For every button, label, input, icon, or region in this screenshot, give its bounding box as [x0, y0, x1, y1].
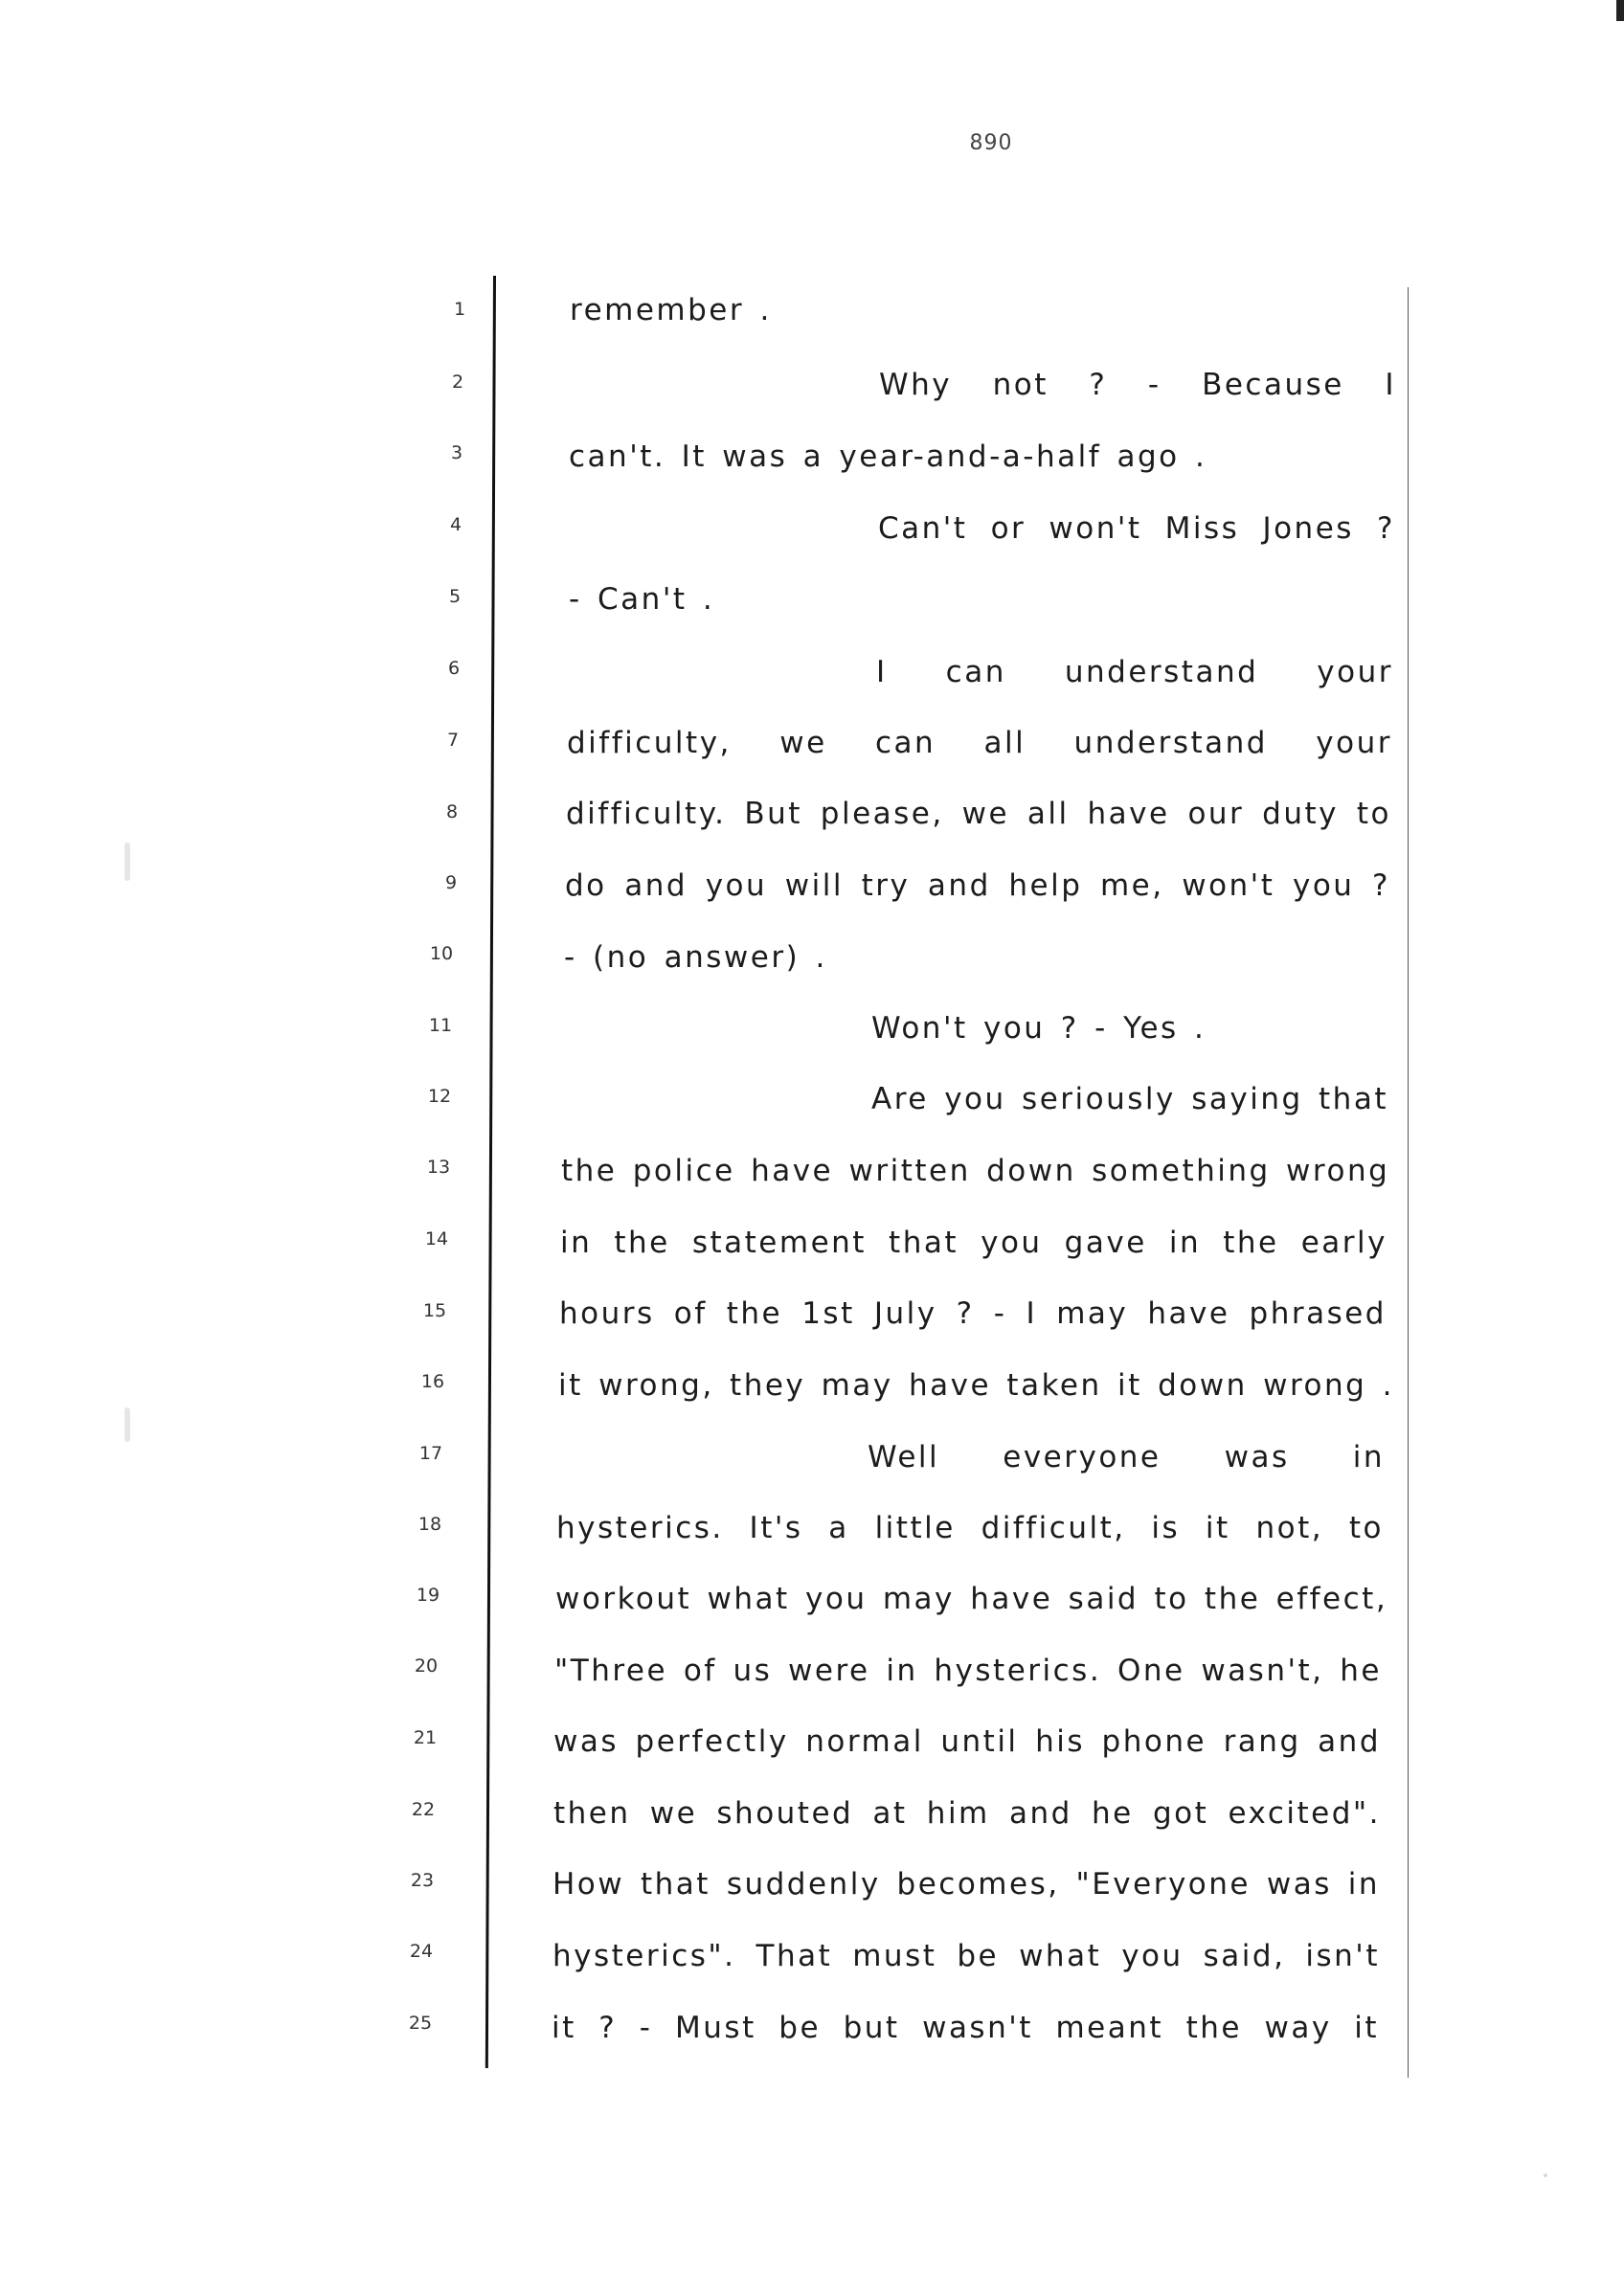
transcript-line: I can understand your — [876, 655, 1393, 689]
scan-speck — [1616, 0, 1624, 21]
transcript-line: Can't or won't Miss Jones ? — [878, 511, 1395, 546]
line-number: 9 — [444, 872, 458, 893]
page-number: 890 — [969, 131, 1013, 155]
line-number: 4 — [449, 514, 462, 535]
line-number: 19 — [416, 1585, 440, 1606]
transcript-line: How that suddenly becomes, "Everyone was in — [553, 1867, 1380, 1902]
line-number: 2 — [451, 371, 464, 393]
transcript-line: remember . — [570, 293, 772, 327]
right-margin-rule — [1408, 287, 1409, 2078]
transcript-line: - Can't . — [569, 582, 715, 617]
transcript-line: difficulty. But please, we all have our duty to — [566, 797, 1391, 831]
transcript-line: then we shouted at him and he got excited". — [553, 1796, 1381, 1831]
scan-speck — [1544, 2173, 1547, 2177]
line-number: 8 — [445, 801, 459, 822]
line-number: 22 — [411, 1799, 436, 1820]
line-number: 15 — [422, 1300, 447, 1321]
transcript-line: workout what you may have said to the effect, — [555, 1582, 1388, 1616]
transcript-line: Won't you ? - Yes . — [871, 1011, 1207, 1046]
line-number: 11 — [428, 1015, 453, 1036]
line-number: 14 — [424, 1228, 449, 1249]
line-number: 23 — [410, 1870, 435, 1891]
transcript-line: can't. It was a year-and-a-half ago . — [569, 439, 1207, 474]
line-number: 7 — [446, 730, 460, 751]
transcript-line: do and you will try and help me, won't you ? — [565, 868, 1390, 903]
transcript-line: was perfectly normal until his phone rang and — [553, 1724, 1381, 1759]
scan-speck — [124, 1407, 130, 1442]
line-number: 24 — [409, 1941, 434, 1962]
transcript-line: hours of the 1st July ? - I may have phrased — [559, 1296, 1387, 1331]
line-number: 10 — [429, 943, 454, 964]
line-number: 25 — [408, 2013, 433, 2034]
transcript-line: Why not ? - Because I — [879, 368, 1396, 402]
line-number: 5 — [448, 586, 462, 607]
transcript-line: - (no answer) . — [564, 940, 827, 975]
line-number: 17 — [418, 1443, 443, 1464]
transcript-line: Are you seriously saying that — [871, 1082, 1388, 1116]
line-number: 20 — [414, 1655, 439, 1677]
transcript-line: it wrong, they may have taken it down wrong . — [558, 1368, 1395, 1403]
transcript-line: in the statement that you gave in the early — [560, 1226, 1387, 1260]
transcript-line: "Three of us were in hysterics. One wasn't, he — [554, 1654, 1382, 1688]
transcript-line: hysterics". That must be what you said, isn't — [553, 1939, 1380, 1973]
line-number: 6 — [447, 658, 461, 679]
transcript-line: hysterics. It's a little difficult, is it not, to — [556, 1511, 1384, 1545]
line-number: 13 — [426, 1157, 451, 1178]
line-number: 18 — [417, 1514, 442, 1535]
line-number: 16 — [420, 1371, 445, 1392]
transcript-line: difficulty, we can all understand your — [567, 726, 1392, 760]
line-number: 12 — [427, 1086, 452, 1107]
line-number: 21 — [413, 1727, 438, 1748]
left-margin-rule — [485, 276, 496, 2068]
line-number: 3 — [450, 442, 463, 463]
transcript-line: the police have written down something wrong — [561, 1154, 1390, 1188]
scan-speck — [124, 843, 130, 881]
transcript-line: it ? - Must be but wasn't meant the way it — [552, 2011, 1379, 2045]
line-number: 1 — [453, 299, 466, 320]
transcript-line: Well everyone was in — [868, 1440, 1385, 1474]
